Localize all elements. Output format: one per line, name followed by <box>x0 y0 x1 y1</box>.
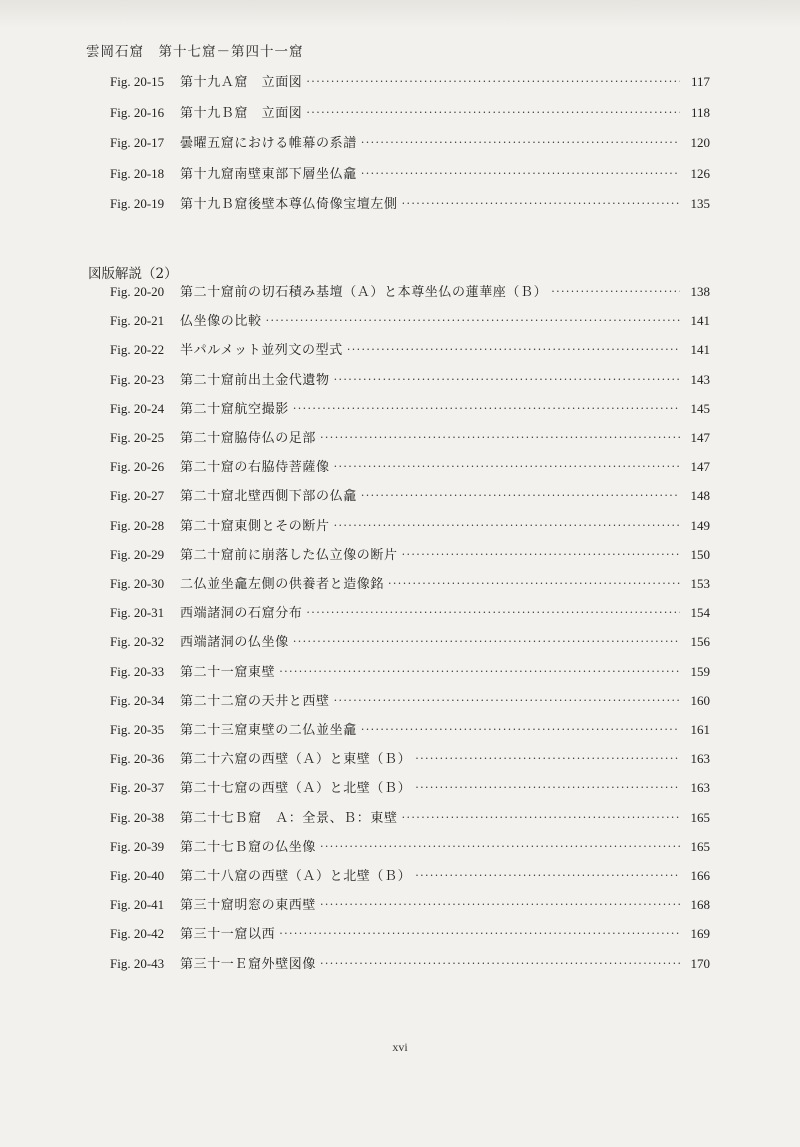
figure-number: Fig. 20-15 <box>110 74 165 89</box>
figure-number: Fig. 20-39 <box>110 838 165 854</box>
dot-leader <box>402 811 680 826</box>
page-ref: 118 <box>690 104 710 120</box>
page-number: xvi <box>392 1040 408 1054</box>
dot-leader <box>279 665 680 680</box>
dot-leader <box>402 197 680 212</box>
figure-title: 第二十七Ｂ窟の仏坐像 <box>180 839 317 855</box>
dot-leader <box>320 431 680 446</box>
toc-entry <box>110 453 710 475</box>
figure-number: Fig. 20-23 <box>110 371 165 387</box>
dot-leader <box>334 519 680 534</box>
figure-number: Fig. 20-38 <box>110 809 165 825</box>
toc-entry <box>110 570 710 592</box>
toc-entry <box>110 190 710 212</box>
figure-number: Fig. 20-22 <box>110 342 165 358</box>
toc-entry <box>110 687 710 709</box>
figure-number: Fig. 20-42 <box>110 926 165 942</box>
figure-number: Fig. 20-28 <box>110 517 165 533</box>
figure-title: 第十九Ａ窟 立面図 <box>180 75 303 90</box>
figure-title: 第二十二窟の天井と西壁 <box>180 693 330 709</box>
toc-entry <box>110 99 710 121</box>
figure-number: Fig. 20-40 <box>110 868 165 883</box>
toc-entry <box>110 160 710 182</box>
page-ref: 161 <box>690 722 710 737</box>
page-top-shadow <box>0 0 800 28</box>
figure-number: Fig. 20-34 <box>110 692 165 708</box>
figure-number: Fig. 20-31 <box>110 605 165 621</box>
figure-title: 第二十七窟の西壁（Ａ）と北壁（Ｂ） <box>180 781 412 797</box>
figure-title: 第二十八窟の西壁（Ａ）と北壁（Ｂ） <box>180 869 412 884</box>
page-ref: 148 <box>690 488 710 504</box>
figure-title: 第三十一窟以西 <box>180 927 276 943</box>
dot-leader <box>361 167 680 182</box>
toc-entry <box>110 891 710 913</box>
toc-entry <box>110 804 710 826</box>
page-ref: 120 <box>690 135 710 150</box>
dot-leader <box>361 723 680 738</box>
figure-title: 第十九Ｂ窟 立面図 <box>180 105 303 121</box>
figure-title: 第二十窟航空撮影 <box>180 401 289 417</box>
figure-number: Fig. 20-37 <box>110 780 165 796</box>
figure-title: 第十九窟南壁東部下層坐仏龕 <box>180 166 357 182</box>
toc-entry <box>110 482 710 504</box>
dot-leader <box>293 635 680 650</box>
figure-title: 第二十窟北壁西側下部の仏龕 <box>180 489 357 505</box>
toc-entry <box>110 366 710 388</box>
figure-title: 西端諸洞の石窟分布 <box>180 606 303 622</box>
page-ref: 150 <box>690 546 710 562</box>
toc-entry <box>110 716 710 738</box>
toc-entry <box>110 658 710 680</box>
dot-leader <box>306 106 680 121</box>
figure-title: 第二十一窟東壁 <box>180 664 276 680</box>
page-ref: 135 <box>690 196 710 211</box>
dot-leader <box>415 781 680 796</box>
page-ref: 160 <box>690 692 710 708</box>
page-ref: 163 <box>690 751 710 767</box>
figure-number: Fig. 20-33 <box>110 663 165 679</box>
toc-entry <box>110 745 710 767</box>
figure-title: 仏坐像の比較 <box>180 314 262 330</box>
page-ref: 165 <box>690 809 710 825</box>
toc-entry <box>110 599 710 621</box>
figure-number: Fig. 20-32 <box>110 634 165 650</box>
figure-number: Fig. 20-24 <box>110 400 165 416</box>
figure-title: 第二十窟の右脇侍菩薩像 <box>180 460 330 476</box>
page-ref: 117 <box>690 74 710 89</box>
toc-entry <box>110 774 710 796</box>
page-ref: 145 <box>690 400 710 416</box>
figure-number: Fig. 20-29 <box>110 546 165 562</box>
page-ref: 141 <box>690 342 710 358</box>
toc-entry <box>110 129 710 151</box>
figure-title: 半パルメット並列文の型式 <box>180 343 343 359</box>
page-ref: 154 <box>690 605 710 621</box>
dot-leader <box>320 957 680 972</box>
page-ref: 159 <box>690 663 710 679</box>
figure-title: 第三十一Ｅ窟外壁図像 <box>180 956 317 972</box>
figure-number: Fig. 20-30 <box>110 576 165 591</box>
page-ref: 153 <box>690 576 710 591</box>
dot-leader <box>334 460 680 475</box>
toc-entry <box>110 307 710 329</box>
dot-leader <box>361 489 680 504</box>
figure-title: 二仏並坐龕左側の供養者と造像銘 <box>180 577 385 592</box>
toc-entry <box>110 512 710 534</box>
page-ref: 163 <box>690 780 710 796</box>
dot-leader <box>334 373 680 388</box>
page-ref: 141 <box>690 313 710 329</box>
dot-leader <box>279 927 680 942</box>
figure-number: Fig. 20-26 <box>110 459 165 475</box>
page-ref: 169 <box>690 926 710 942</box>
toc-entry <box>110 862 710 884</box>
toc-entry <box>110 950 710 972</box>
figure-title: 第二十窟前出土金代遺物 <box>180 372 330 388</box>
toc-entry <box>110 395 710 417</box>
figure-title: 曇曜五窟における帷幕の系譜 <box>180 136 357 151</box>
page-ref: 126 <box>690 165 710 181</box>
running-head: 雲岡石窟 第十七窟－第四十一窟 <box>86 44 304 60</box>
figure-number: Fig. 20-17 <box>110 135 165 150</box>
dot-leader <box>334 694 680 709</box>
page-ref: 156 <box>690 634 710 650</box>
figure-number: Fig. 20-19 <box>110 196 165 211</box>
page-ref: 149 <box>690 517 710 533</box>
dot-leader <box>388 577 680 592</box>
figure-title: 第二十窟前の切石積み基壇（Ａ）と本尊坐仏の蓮華座（Ｂ） <box>180 285 548 300</box>
toc-entry <box>110 424 710 446</box>
figure-title: 第三十窟明窓の東西壁 <box>180 898 317 914</box>
toc-entry <box>110 628 710 650</box>
figure-number: Fig. 20-35 <box>110 722 165 737</box>
figure-number: Fig. 20-43 <box>110 955 165 971</box>
figure-title: 第二十三窟東壁の二仏並坐龕 <box>180 723 357 738</box>
toc-entry <box>110 68 710 90</box>
figure-title: 第十九Ｂ窟後壁本尊仏倚像宝壇左側 <box>180 197 398 212</box>
figure-number: Fig. 20-16 <box>110 104 165 120</box>
figure-title: 第二十七Ｂ窟 Ａ：全景、Ｂ：東壁 <box>180 810 398 826</box>
dot-leader <box>266 314 680 329</box>
dot-leader <box>306 75 680 90</box>
figure-number: Fig. 20-25 <box>110 430 165 445</box>
page-ref: 165 <box>690 838 710 854</box>
figure-title: 第二十窟東側とその断片 <box>180 518 330 534</box>
dot-leader <box>402 548 680 563</box>
toc-entry <box>110 336 710 358</box>
dot-leader <box>320 840 680 855</box>
section-heading: 図版解説（2） <box>88 266 178 282</box>
figure-number: Fig. 20-21 <box>110 313 165 329</box>
page-ref: 170 <box>690 955 710 971</box>
figure-number: Fig. 20-18 <box>110 165 165 181</box>
dot-leader <box>306 606 680 621</box>
dot-leader <box>347 343 680 358</box>
figure-number: Fig. 20-36 <box>110 751 165 767</box>
page-ref: 138 <box>690 284 710 299</box>
toc-entry <box>110 278 710 300</box>
toc-entry <box>110 920 710 942</box>
dot-leader <box>415 869 680 884</box>
dot-leader <box>361 136 680 151</box>
page-ref: 166 <box>690 868 710 883</box>
page-ref: 147 <box>690 430 710 445</box>
figure-title: 第二十窟脇侍仏の足部 <box>180 431 317 446</box>
figure-number: Fig. 20-27 <box>110 488 165 504</box>
dot-leader <box>320 898 680 913</box>
figure-title: 西端諸洞の仏坐像 <box>180 635 289 651</box>
toc-entry <box>110 833 710 855</box>
page-ref: 143 <box>690 371 710 387</box>
toc-entry <box>110 541 710 563</box>
dot-leader <box>551 285 680 300</box>
page-ref: 168 <box>690 897 710 913</box>
figure-number: Fig. 20-20 <box>110 284 165 299</box>
figure-title: 第二十六窟の西壁（Ａ）と東壁（Ｂ） <box>180 752 412 768</box>
dot-leader <box>415 752 680 767</box>
page-ref: 147 <box>690 459 710 475</box>
figure-title: 第二十窟前に崩落した仏立像の断片 <box>180 547 398 563</box>
dot-leader <box>293 402 680 417</box>
figure-number: Fig. 20-41 <box>110 897 165 913</box>
